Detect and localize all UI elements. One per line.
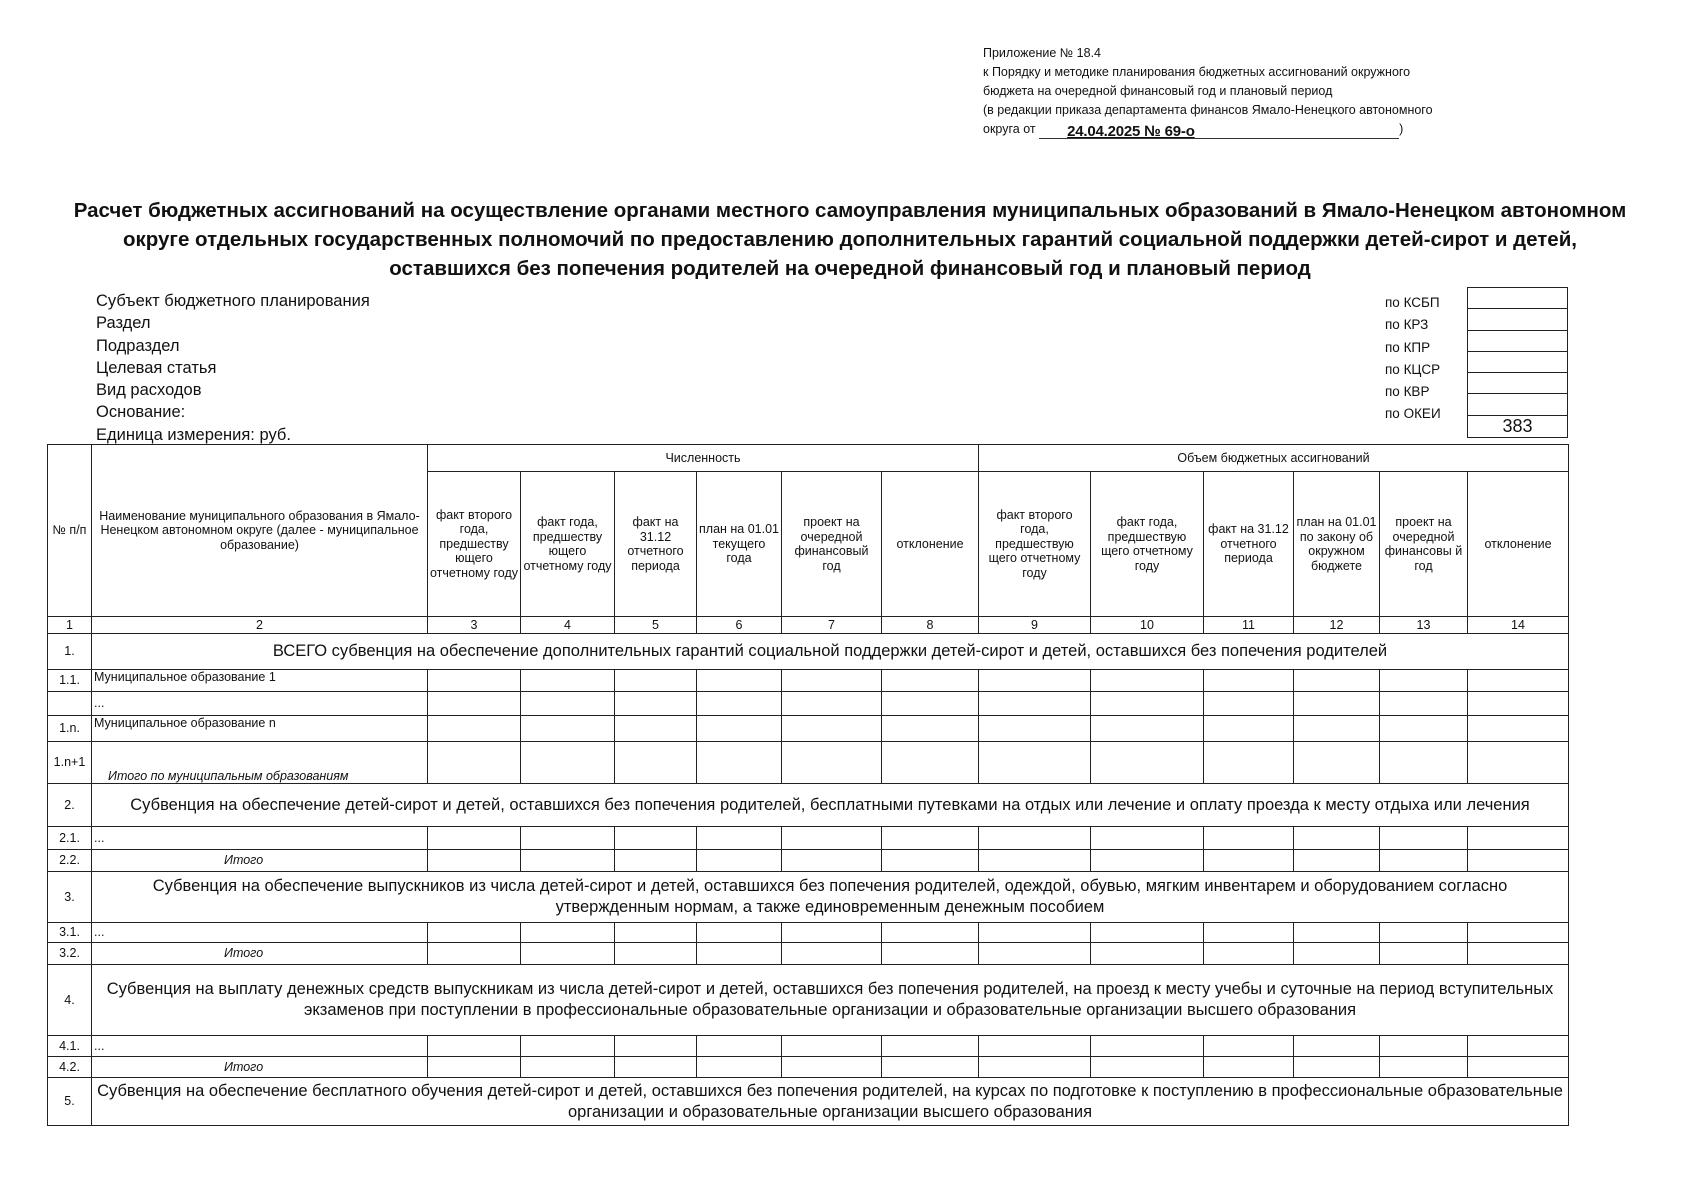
meta-label: Подраздел (96, 336, 180, 355)
row-name-total: Итого (92, 943, 428, 965)
header-count-col: факт второго года, предшеству ющего отчетному году (428, 472, 521, 617)
appendix-date-line (983, 120, 1583, 139)
row-number: 4.1. (48, 1036, 92, 1057)
section-title: Субвенция на обеспечение выпускников из числа детей-сирот и детей, оставшихся без попечения родителей, одеждой, обувью, мягким инвентарем и оборудованием согласно утвержденным нормам, а также единовременным денежным пособием (92, 872, 1569, 923)
col-number: 2 (92, 617, 428, 634)
table-cell (1468, 670, 1569, 692)
table-cell (1468, 827, 1569, 850)
table-cell (697, 943, 782, 965)
table-cell (697, 716, 782, 742)
row-name-total: Итого (92, 1057, 428, 1078)
table-cell (615, 923, 697, 943)
table-cell (1380, 1036, 1468, 1057)
header-budget-col: факт года, предшествую щего отчетному году (1091, 472, 1204, 617)
row-number: 4.2. (48, 1057, 92, 1078)
meta-label: Единица измерения: руб. (96, 425, 291, 444)
header-budget-col: план на 01.01 по закону об окружном бюджете (1294, 472, 1380, 617)
code-label: по КЦСР (1385, 361, 1441, 377)
table-cell (697, 1036, 782, 1057)
row-number: 2.2. (48, 850, 92, 872)
header-budget-col: факт на 31.12 отчетного периода (1204, 472, 1294, 617)
table-cell (782, 850, 882, 872)
table-cell (1204, 923, 1294, 943)
code-cell (1468, 330, 1568, 351)
table-cell (1380, 827, 1468, 850)
table-cell (1294, 1057, 1380, 1078)
table-cell (1091, 1057, 1204, 1078)
table-cell (1380, 850, 1468, 872)
table-cell (1380, 1057, 1468, 1078)
table-cell (1091, 716, 1204, 742)
code-cell-okei: 383 (1468, 415, 1568, 437)
table-cell (1294, 742, 1380, 784)
table-cell (697, 827, 782, 850)
code-labels (1385, 292, 1441, 426)
table-cell (615, 742, 697, 784)
table-cell (979, 943, 1091, 965)
col-number: 6 (697, 617, 782, 634)
appendix-line: к Порядку и методике планирования бюджетных ассигнований окружного (983, 65, 1411, 79)
header-count-col: отклонение (882, 472, 979, 617)
table-cell (1091, 923, 1204, 943)
table-cell (1468, 850, 1569, 872)
appendix-close: ) (1399, 122, 1404, 136)
table-cell (1468, 1036, 1569, 1057)
table-cell (979, 742, 1091, 784)
header-col-name: Наименование муниципального образования в Ямало-Ненецком автономном округе (далее - муниципальное образование) (92, 445, 428, 617)
table-cell (782, 1036, 882, 1057)
date-underline (1039, 121, 1399, 139)
table-cell (882, 943, 979, 965)
table-cell (882, 670, 979, 692)
section-number: 1. (48, 634, 92, 670)
table-cell (615, 1036, 697, 1057)
table-cell (1091, 670, 1204, 692)
table-cell (782, 742, 882, 784)
section-number: 3. (48, 872, 92, 923)
row-name: ... (92, 692, 428, 716)
appendix-line: бюджета на очередной финансовый год и плановый период (983, 84, 1333, 98)
table-cell (1204, 943, 1294, 965)
header-budget-col: отклонение (1468, 472, 1569, 617)
document-title: Расчет бюджетных ассигнований на осуществление органами местного самоуправления муниципальных образований в Ямало-Ненецком автономном округе отдельных государственных полномочий по предоставлению дополнительных гарантий социальной поддержки детей-сирот и детей, оставшихся без попечения родителей на очередной финансовый год и плановый период (73, 199, 1627, 280)
table-cell (782, 716, 882, 742)
table-cell (882, 1057, 979, 1078)
table-cell (1380, 742, 1468, 784)
meta-label: Основание: (96, 403, 186, 422)
table-cell (882, 742, 979, 784)
table-cell (428, 692, 521, 716)
table-cell (697, 850, 782, 872)
table-cell (1294, 943, 1380, 965)
table-cell (882, 716, 979, 742)
col-number: 9 (979, 617, 1091, 634)
table-cell (782, 692, 882, 716)
code-cell (1468, 288, 1568, 309)
header-col-no: № п/п (48, 445, 92, 617)
table-cell (697, 1057, 782, 1078)
table-cell (1091, 742, 1204, 784)
col-number: 8 (882, 617, 979, 634)
table-cell (615, 716, 697, 742)
header-count-col: проект на очередной финансовый год (782, 472, 882, 617)
row-number: 3.1. (48, 923, 92, 943)
section-number: 2. (48, 784, 92, 827)
table-cell (1204, 1057, 1294, 1078)
table-cell (979, 923, 1091, 943)
table-cell (979, 850, 1091, 872)
meta-label: Раздел (96, 314, 151, 333)
row-name: ... (92, 1036, 428, 1057)
row-number: 1.n+1 (48, 742, 92, 784)
table-cell (1294, 716, 1380, 742)
table-cell (428, 742, 521, 784)
table-cell (979, 692, 1091, 716)
header-group-count: Численность (428, 445, 979, 472)
order-date: 24.04.2025 № 69-о (1067, 123, 1195, 140)
table-cell (882, 827, 979, 850)
row-number: 3.2. (48, 943, 92, 965)
table-cell (1091, 1036, 1204, 1057)
table-cell (1091, 850, 1204, 872)
appendix-note (983, 44, 1583, 139)
table-cell (1380, 923, 1468, 943)
table-cell (782, 1057, 882, 1078)
table-cell (428, 827, 521, 850)
table-cell (1204, 742, 1294, 784)
appendix-line: Приложение № 18.4 (983, 46, 1101, 60)
col-number: 7 (782, 617, 882, 634)
code-label: по КПР (1385, 339, 1431, 355)
table-cell (521, 850, 615, 872)
table-cell (1294, 670, 1380, 692)
table-cell (521, 923, 615, 943)
table-cell (521, 670, 615, 692)
section-title: Субвенция на обеспечение бесплатного обучения детей-сирот и детей, оставшихся без попечения родителей, на курсах по подготовке к поступлению в профессиональные образовательные организации и образовательные организации высшего образования (92, 1078, 1569, 1126)
code-cell (1468, 351, 1568, 372)
row-number: 1.1. (48, 670, 92, 692)
table-cell (1380, 716, 1468, 742)
col-number: 3 (428, 617, 521, 634)
section-title: Субвенция на обеспечение детей-сирот и детей, оставшихся без попечения родителей, бесплатными путевками на отдых или лечение и оплату проезда к месту отдыха или лечения (92, 784, 1569, 827)
table-cell (615, 827, 697, 850)
header-count-col: факт года, предшеству ющего отчетному году (521, 472, 615, 617)
table-cell (1294, 827, 1380, 850)
codes-box (1467, 287, 1568, 438)
table-cell (428, 943, 521, 965)
table-cell (615, 943, 697, 965)
table-cell (1294, 1036, 1380, 1057)
allocation-table (47, 444, 1569, 1126)
code-cell (1468, 394, 1568, 415)
col-number: 13 (1380, 617, 1468, 634)
table-cell (1204, 827, 1294, 850)
table-cell (521, 1036, 615, 1057)
table-cell (615, 850, 697, 872)
table-cell (1380, 670, 1468, 692)
meta-label: Субъект бюджетного планирования (96, 292, 370, 310)
row-number: 1.n. (48, 716, 92, 742)
table-cell (521, 742, 615, 784)
col-number: 10 (1091, 617, 1204, 634)
table-cell (1204, 716, 1294, 742)
meta-label: Вид расходов (96, 381, 202, 400)
row-name: ... (92, 923, 428, 943)
table-cell (882, 850, 979, 872)
table-cell (1091, 827, 1204, 850)
table-cell (782, 943, 882, 965)
table-cell (979, 1036, 1091, 1057)
table-cell (428, 1036, 521, 1057)
col-number: 1 (48, 617, 92, 634)
code-label: по КВР (1385, 384, 1430, 400)
table-cell (1294, 923, 1380, 943)
col-number: 4 (521, 617, 615, 634)
code-label: по ОКЕИ (1385, 406, 1441, 422)
table-cell (697, 923, 782, 943)
col-number: 12 (1294, 617, 1380, 634)
table-cell (428, 923, 521, 943)
table-cell (521, 716, 615, 742)
table-cell (979, 1057, 1091, 1078)
col-number: 14 (1468, 617, 1569, 634)
table-cell (1091, 692, 1204, 716)
table-cell (1294, 692, 1380, 716)
table-cell (428, 670, 521, 692)
row-number (48, 692, 92, 716)
table-cell (1204, 1036, 1294, 1057)
section-number: 5. (48, 1078, 92, 1126)
table-cell (1468, 923, 1569, 943)
code-label: по КРЗ (1385, 317, 1429, 333)
table-cell (1204, 670, 1294, 692)
table-cell (782, 923, 882, 943)
table-cell (428, 850, 521, 872)
table-cell (615, 670, 697, 692)
row-name-total: Итого по муниципальным образованиям (92, 742, 428, 784)
row-name: Муниципальное образование 1 (92, 670, 428, 692)
table-cell (521, 943, 615, 965)
appendix-prefix: округа от (983, 122, 1036, 136)
table-cell (521, 1057, 615, 1078)
table-cell (782, 827, 882, 850)
header-count-col: факт на 31.12 отчетного периода (615, 472, 697, 617)
table-cell (1468, 692, 1569, 716)
meta-label: Целевая статья (96, 358, 217, 377)
code-cell (1468, 309, 1568, 330)
appendix-line: (в редакции приказа департамента финансов Ямало-Ненецкого автономного (983, 103, 1433, 117)
table-cell (1380, 943, 1468, 965)
table-cell (979, 670, 1091, 692)
table-cell (615, 1057, 697, 1078)
header-budget-col: факт второго года, предшествую щего отчетному году (979, 472, 1091, 617)
table-cell (1468, 716, 1569, 742)
table-cell (782, 670, 882, 692)
meta-labels (96, 290, 370, 446)
section-title: ВСЕГО субвенция на обеспечение дополнительных гарантий социальной поддержки детей-сирот и детей, оставшихся без попечения родителей (92, 634, 1569, 670)
row-number: 2.1. (48, 827, 92, 850)
row-name-total: Итого (92, 850, 428, 872)
table-cell (1468, 742, 1569, 784)
section-number: 4. (48, 965, 92, 1036)
table-cell (1380, 692, 1468, 716)
table-cell (882, 692, 979, 716)
row-name: ... (92, 827, 428, 850)
table-cell (1294, 850, 1380, 872)
header-count-col: план на 01.01 текущего года (697, 472, 782, 617)
col-number: 11 (1204, 617, 1294, 634)
table-cell (1468, 943, 1569, 965)
header-group-budget: Объем бюджетных ассигнований (979, 445, 1569, 472)
table-cell (979, 716, 1091, 742)
table-cell (1204, 692, 1294, 716)
table-cell (1091, 943, 1204, 965)
table-cell (1204, 850, 1294, 872)
row-name: Муниципальное образование n (92, 716, 428, 742)
table-cell (615, 692, 697, 716)
table-cell (979, 827, 1091, 850)
table-cell (1468, 1057, 1569, 1078)
table-cell (882, 1036, 979, 1057)
table-cell (521, 692, 615, 716)
table-cell (697, 742, 782, 784)
section-title: Субвенция на выплату денежных средств выпускникам из числа детей-сирот и детей, оставшихся без попечения родителей, на проезд к месту учебы и суточные на период вступительных экзаменов при поступлении в профессиональные образовательные организации и образовательные организации высшего образования (92, 965, 1569, 1036)
table-cell (697, 692, 782, 716)
col-number: 5 (615, 617, 697, 634)
table-cell (521, 827, 615, 850)
table-cell (428, 716, 521, 742)
table-cell (697, 670, 782, 692)
table-cell (882, 923, 979, 943)
header-budget-col: проект на очередной финансовы й год (1380, 472, 1468, 617)
code-label: по КСБП (1385, 295, 1440, 310)
code-cell (1468, 373, 1568, 394)
table-cell (428, 1057, 521, 1078)
